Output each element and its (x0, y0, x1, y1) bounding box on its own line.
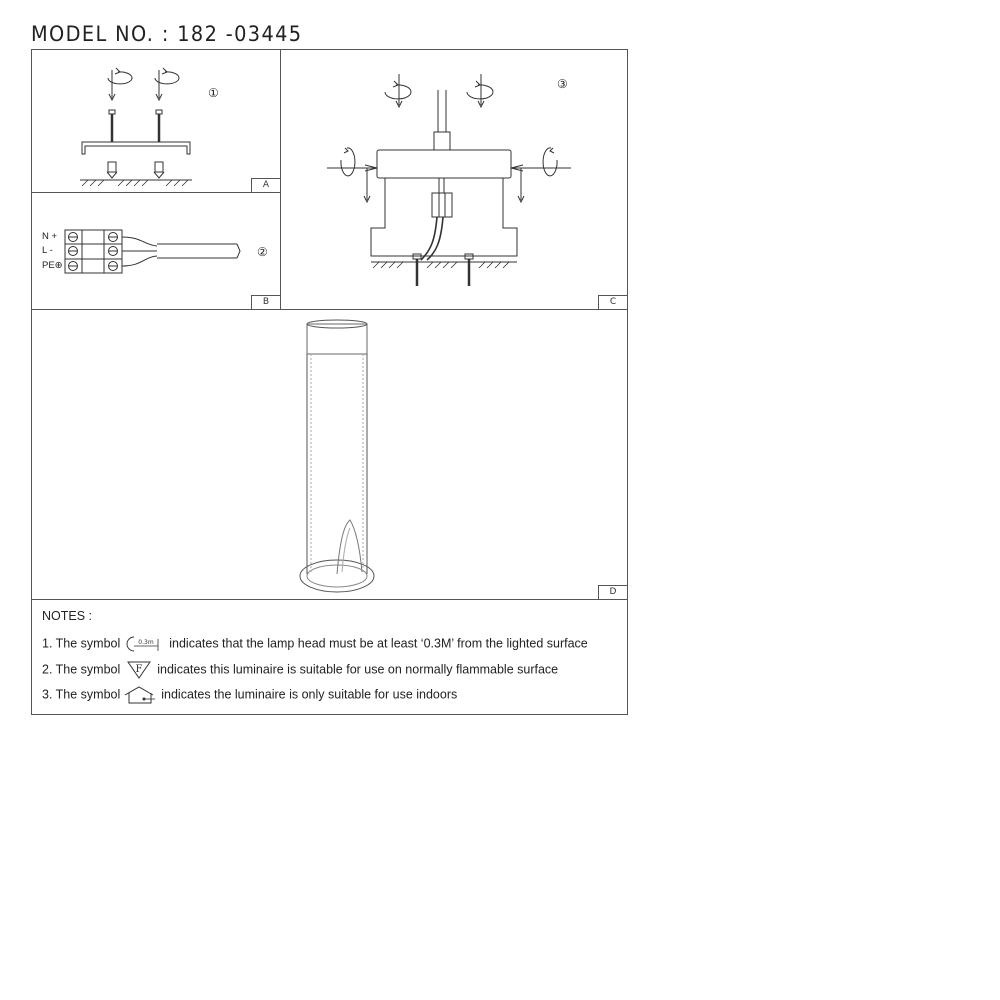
distance-symbol-icon (126, 636, 160, 652)
terminal-label-pe: PE⊕ (42, 260, 63, 271)
panel-c (281, 50, 627, 310)
panel-b (32, 193, 281, 310)
distance-symbol-label: 0.3m (138, 639, 154, 646)
flammable-symbol-label: F (135, 664, 143, 675)
note-1-prefix: 1. The symbol (42, 636, 121, 651)
bollard-lamp-illustration (32, 310, 627, 600)
panel-tag-a: A (251, 178, 280, 192)
notes-section (32, 600, 627, 714)
terminal-label-l: L - (42, 245, 53, 256)
note-3 (42, 686, 457, 704)
step-number-3: ③ (557, 77, 568, 91)
panel-a (32, 50, 281, 193)
note-2-prefix: 2. The symbol (42, 662, 121, 677)
note-1-text: indicates that the lamp head must be at least ‘0.3M’ from the lighted surface (169, 636, 588, 651)
note-3-prefix: 3. The symbol (42, 687, 121, 702)
panel-d (32, 310, 627, 600)
note-2 (42, 661, 558, 679)
screw-fixing-illustration (32, 50, 281, 193)
model-number: MODEL NO. : 182 -03445 (31, 22, 303, 46)
step-number-2: ② (257, 245, 268, 259)
flammable-surface-icon (126, 661, 152, 679)
instruction-sheet (31, 49, 628, 715)
terminal-block-wiring (32, 193, 281, 310)
step-number-1: ① (208, 86, 219, 100)
panel-tag-b: B (251, 295, 280, 309)
base-mounting-illustration (281, 50, 627, 310)
panel-tag-c: C (598, 295, 627, 309)
notes-title: NOTES : (42, 609, 93, 623)
note-1 (42, 636, 588, 652)
note-3-text: indicates the luminaire is only suitable for use indoors (161, 687, 458, 702)
terminal-label-n: N + (42, 231, 58, 242)
note-2-text: indicates this luminaire is suitable for use on normally flammable surface (157, 662, 559, 677)
panel-tag-d: D (598, 585, 627, 599)
indoor-house-icon (124, 686, 156, 704)
